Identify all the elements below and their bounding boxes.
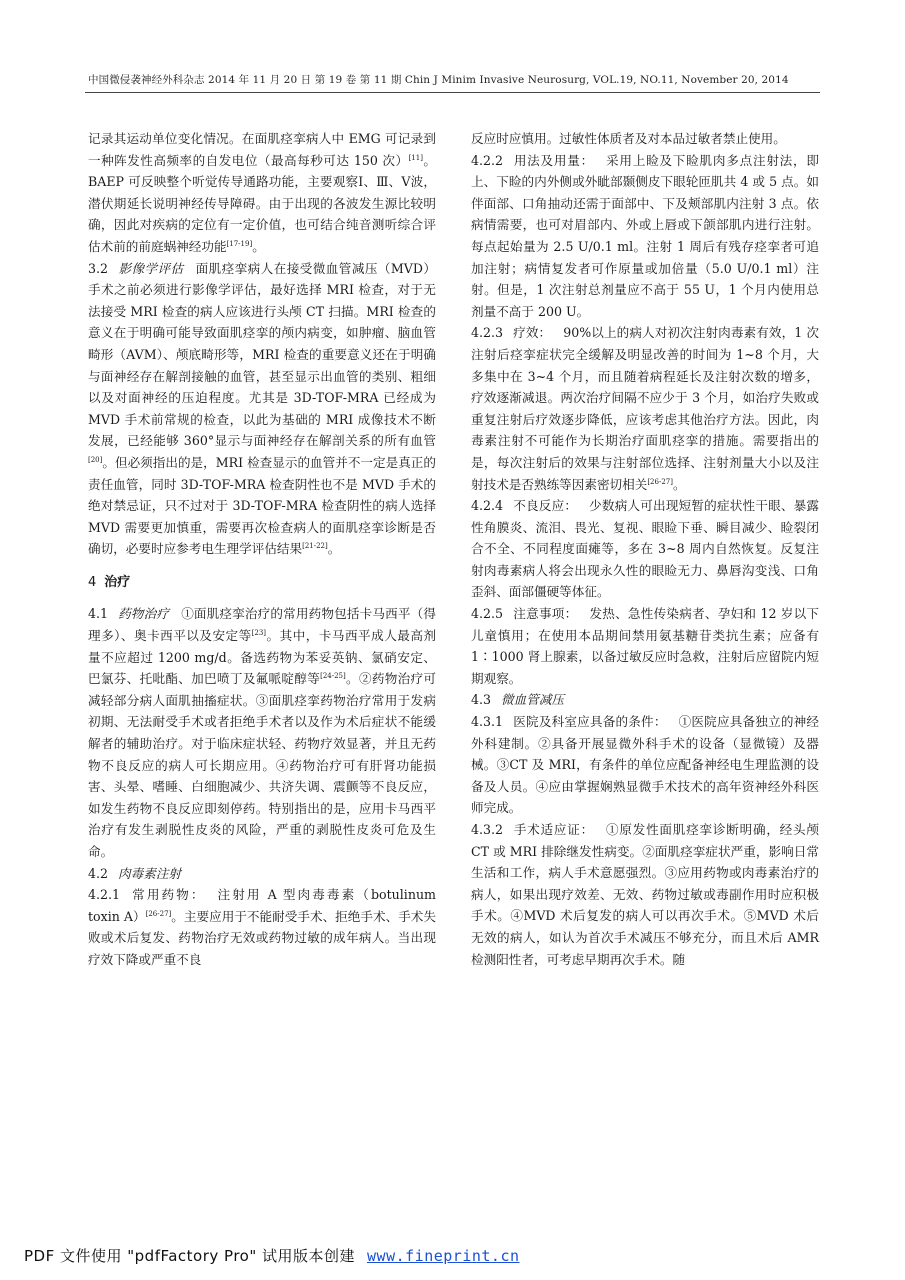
subsection-title: 药物治疗 (118, 606, 170, 622)
section-number: 4.2.5 (471, 606, 504, 622)
header-divider (85, 92, 820, 93)
body-text: 。②药物治疗可减轻部分病人面肌抽搐症状。③面肌痉挛药物治疗常用于发病初期、无法耐受手术或者拒绝手术者以及作为术后症状不能缓解者的辅助治疗。对于临床症状轻、药物疗效显著，并且无药物不良反应的病人可长期应用。④药物治疗可有肝肾功能损害、头晕、嗜睡、白细胞减少、共济失调、震颤等不良反应，如发生药物不良反应即刻停药。特别指出的是，应用卡马西平治疗有发生剥脱性皮炎的风险，严重的剥脱性皮炎可危及生命。 (88, 671, 437, 859)
subsection-4-3-1 (471, 711, 819, 819)
body-text: 发热、急性传染病者、孕妇和 12 岁以下儿童慎用；在使用本品期间禁用氨基糖苷类抗生素；应备有 1∶1000 肾上腺素，以备过敏反应时急救，注射后应留院内短期观察。 (471, 606, 819, 686)
subsection-4-2-1 (88, 884, 436, 970)
body-text: 。其中，卡马西平成人最高剂量不应超过 1200 mg/d。备选药物为苯妥英钠、氯硝安定、巴氯芬、托吡酯、加巴喷丁及氟哌啶醇等 (88, 628, 437, 687)
body-text: 。 (327, 541, 341, 557)
subsection-title: 手术适应证： (513, 822, 594, 837)
subsection-title: 用法及用量： (513, 152, 594, 168)
section-number: 4.3.1 (471, 714, 504, 730)
body-text: 。主要应用于不能耐受手术、拒绝手术、手术失败或术后复发、药物治疗无效或药物过敏的成年病人。当出现疗效下降或严重不良 (88, 908, 437, 967)
citation: [21-22] (302, 542, 328, 551)
subsection-title: 注意事项： (513, 606, 578, 622)
subsection-title: 不良反应： (513, 498, 578, 514)
subsection-title: 影像学评估 (118, 260, 184, 276)
subsection-4-2 (88, 863, 436, 885)
citation: [20] (88, 455, 103, 464)
section-number: 4 (88, 574, 97, 590)
subsection-title: 常用药物： (130, 887, 206, 903)
section-number: 4.2.1 (88, 887, 121, 903)
section-number: 4.2.3 (471, 325, 504, 341)
subsection-title: 微血管减压 (501, 692, 564, 708)
subsection-4-2-5 (471, 603, 819, 689)
section-number: 3.2 (88, 260, 109, 276)
subsection-4-2-3 (471, 322, 819, 495)
subsection-title: 医院及科室应具备的条件： (513, 714, 667, 730)
body-text: 。BAEP 可反映整个听觉传导通路功能，主要观察Ⅰ、Ⅲ、Ⅴ波，潜伏期延长说明神经传导障碍。由于出现的各波发生源比较明确，因此对疾病的定位有一定价值，也可结合纯音测听综合评估术前的前庭蜗神经功能 (88, 152, 437, 254)
pdf-watermark-footer (24, 1245, 884, 1266)
paragraph: 反应时应慎用。过敏性体质者及对本品过敏者禁止使用。 (471, 131, 786, 146)
body-text: 采用上睑及下睑肌肉多点注射法，即上、下睑的内外侧或外眦部颞侧皮下眼轮匝肌共 4 或 5 点。如伴面部、口角抽动还需于面部中、下及颊部肌内注射 3 点。依病情需要，也可对眉部内、外或上唇或下颌部肌内进行注射。每点起始量为 2.5 U/0.1 ml。注射 1 周后有残存痉挛者可追加注射；病情复发者可作原量或加倍量（5.0 U/0.1 ml）注射。但是，1 次注射总剂量应不高于 55 U，1 个月内使用总剂量不高于 200 U。 (471, 152, 820, 319)
body-text: 90%以上的病人对初次注射肉毒素有效，1 次注射后痉挛症状完全缓解及明显改善的时间为 1~8 个月，大多集中在 3~4 个月，而且随着病程延长及注射次数的增多，疗效逐渐减退。两次治疗间隔不应少于 3 个月，如治疗失败或重复注射后疗效逐步降低，应该考虑其他治疗方法。因此，肉毒素注射不可能作为长期治疗面肌痉挛的措施。需要指出的是，每次注射后的效果与注射部位选择、注射剂量大小以及注射技术是否熟练等因素密切相关 (471, 325, 819, 492)
subsection-4-3 (471, 689, 819, 711)
section-number: 4.3.2 (471, 822, 504, 837)
section-number: 4.2 (88, 865, 109, 881)
running-head: 中国微侵袭神经外科杂志 2014 年 11 月 20 日 第 19 卷 第 11 期 Chin J Minim Invasive Neurosurg, VOL.19, NO.11, November 20, 2014 (88, 74, 789, 86)
section-title: 治疗 (104, 574, 131, 590)
section-number: 4.3 (471, 692, 492, 708)
body-text: 少数病人可出现短暂的症状性干眼、暴露性角膜炎、流泪、畏光、复视、眼睑下垂、瞬目减少、睑裂闭合不全、不同程度面瘫等，多在 3~8 周内自然恢复。反复注射肉毒素病人将会出现永久性的眼睑无力、鼻唇沟变浅、口角歪斜、面部僵硬等体征。 (471, 498, 820, 600)
watermark-text: PDF 文件使用 "pdfFactory Pro" 试用版本创建 (24, 1247, 356, 1265)
citation: [17-19] (226, 239, 253, 248)
left-column (88, 128, 436, 971)
subsection-title: 肉毒素注射 (118, 865, 181, 881)
subsection-4-2-4 (471, 495, 819, 603)
watermark-link[interactable]: www.fineprint.cn (367, 1247, 520, 1265)
section-number: 4.1 (88, 606, 109, 622)
body-text: 。但必须指出的是，MRI 检查显示的血管并不一定是真正的责任血管，同时 3D-TOF-MRA 检查阴性也不是 MVD 手术的绝对禁忌证，只不过对于 3D-TOF-MRA 检查阴性的病人选择 MVD 需要更加慎重，需要再次检查病人的面肌痉挛诊断是否确切，必要时应参考电生理学评估结果 (88, 454, 436, 557)
right-column (471, 128, 819, 970)
subsection-4-1 (88, 603, 436, 862)
body-text: ①原发性面肌痉挛诊断明确，经头颅 CT 或 MRI 排除继发性病变。②面肌痉挛症状严重，影响日常生活和工作，病人手术意愿强烈。③应用药物或肉毒素治疗的病人，如果出现疗效差、无效、药物过敏或毒副作用时应积极手术。④MVD 术后复发的病人可以再次手术。⑤MVD 术后无效的病人，如认为首次手术减压不够充分，而且术后 AMR 检测阳性者，可考虑早期再次手术。随 (471, 822, 820, 967)
body-text: 面肌痉挛病人在接受微血管减压（MVD）手术之前必须进行影像学评估，最好选择 MRI 检查，对于无法接受 MRI 检查的病人应该进行头颅 CT 扫描。MRI 检查的意义在于明确可能导致面肌痉挛的颅内病变，如肿瘤、脑血管畸形（AVM）、颅底畸形等，MRI 检查的重要意义还在于明确与面神经存在解剖接触的血管，甚至显示出血管的类别、粗细以及对面神经的压迫程度。尤其是 3D-TOF-MRA 已经成为 MVD 手术前常规的检查，以此为基础的 MRI 成像技术不断发展，已经能够 360°显示与面神经存在解剖关系的所有血管 (88, 260, 437, 449)
citation: [23] (251, 628, 267, 637)
body-text: ①面肌痉挛治疗的常用药物包括卡马西平（得理多）、奥卡西平以及安定等 (88, 606, 437, 644)
subsection-3-2 (88, 258, 436, 560)
citation: [11] (408, 153, 423, 162)
section-number: 4.2.4 (471, 498, 504, 514)
body-text: 。 (252, 238, 265, 254)
section-number: 4.2.2 (471, 152, 504, 168)
citation: [26-27] (647, 477, 673, 486)
paragraph (88, 128, 436, 258)
citation: [26-27] (145, 909, 172, 918)
body-text: 注射用 A 型肉毒毒素（botulinum toxin A） (88, 887, 436, 924)
citation: [24-25] (320, 672, 346, 681)
subsection-title: 疗效： (513, 325, 552, 341)
subsection-4-3-2 (471, 819, 819, 970)
body-text: ①医院应具备独立的神经外科建制。②具备开展显微外科手术的设备（显微镜）及器械。③CT 及 MRI，有条件的单位应配备神经电生理监测的设备及人员。④应由掌握娴熟显微手术技术的高年资神经外科医师完成。 (471, 714, 820, 816)
subsection-4-2-2 (471, 150, 819, 323)
section-heading (88, 572, 436, 594)
body-text: 。 (672, 476, 686, 492)
body-text: 记录其运动单位变化情况。在面肌痉挛病人中 EMG 可记录到一种阵发性高频率的自发电位（最高每秒可达 150 次） (88, 131, 436, 168)
